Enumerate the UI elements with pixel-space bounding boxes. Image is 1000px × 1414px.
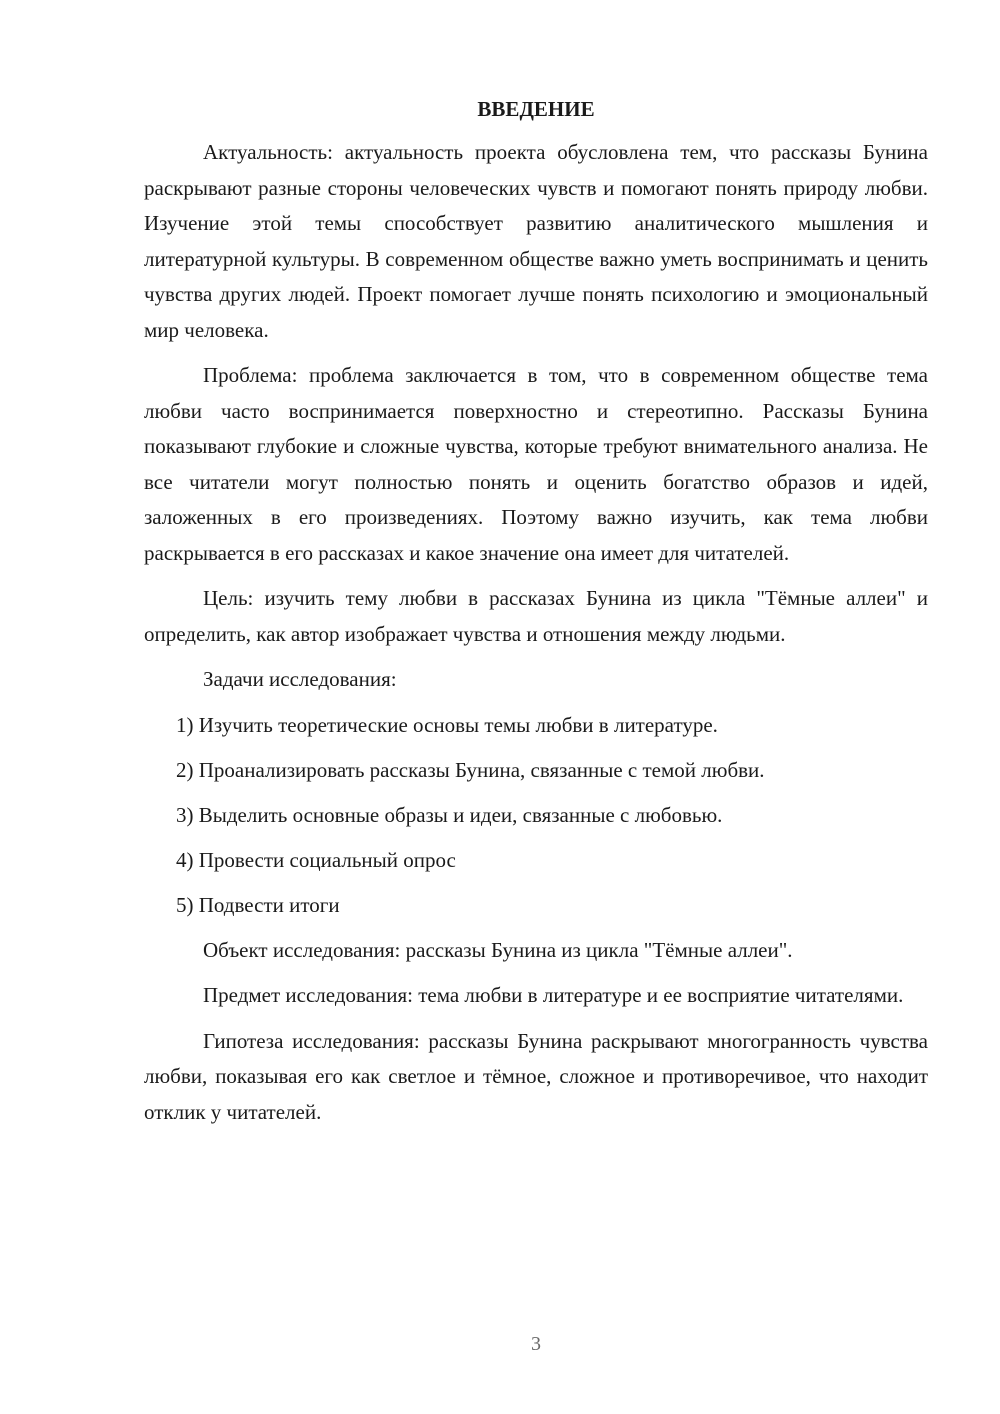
object-paragraph: Объект исследования: рассказы Бунина из цикла "Тёмные аллеи". <box>203 937 793 962</box>
task-item-5: 5) Подвести итоги <box>176 892 340 917</box>
subject-paragraph: Предмет исследования: тема любви в литературе и ее восприятие читателями. <box>203 983 904 1007</box>
document-page <box>144 92 928 1140</box>
hypothesis-paragraph: Гипотеза исследования: рассказы Бунина раскрывают многогранность чувства любви, показывая его как светлое и тёмное, сложное и противоречивое, что находит отклик у читателей. <box>144 1028 928 1124</box>
task-item-2: 2) Проанализировать рассказы Бунина, связанные с темой любви. <box>176 757 765 782</box>
task-item-3: 3) Выделить основные образы и идеи, связанные с любовью. <box>176 802 723 827</box>
goal-paragraph: Цель: изучить тему любви в рассказах Бунина из цикла "Тёмные аллеи" и определить, как автор изображает чувства и отношения между людьми. <box>144 586 928 646</box>
task-item-4: 4) Провести социальный опрос <box>176 847 456 872</box>
problem-paragraph: Проблема: проблема заключается в том, что в современном обществе тема любви часто воспринимается поверхностно и стереотипно. Рассказы Бунина показывают глубокие и сложные чувства, которые требуют внимательного анализа. Не все читатели могут полностью понять и оценить богатство образов и идей, заложенных в его произведениях. Поэтому важно изучить, как тема любви раскрывается в его рассказах и какое значение она имеет для читателей. <box>144 363 928 565</box>
task-item-1: 1) Изучить теоретические основы темы любви в литературе. <box>176 712 718 737</box>
page-number: 3 <box>531 1333 541 1355</box>
tasks-heading: Задачи исследования: <box>203 667 397 691</box>
section-title: ВВЕДЕНИЕ <box>477 97 595 121</box>
tasks-list <box>144 708 928 924</box>
relevance-paragraph: Актуальность: актуальность проекта обусловлена тем, что рассказы Бунина раскрывают разные стороны человеческих чувств и помогают понять природу любви. Изучение этой темы способствует развитию аналитического мышления и литературной культуры. В современном обществе важно уметь воспринимать и ценить чувства других людей. Проект помогает лучше понять психологию и эмоциональный мир человека. <box>144 140 928 342</box>
